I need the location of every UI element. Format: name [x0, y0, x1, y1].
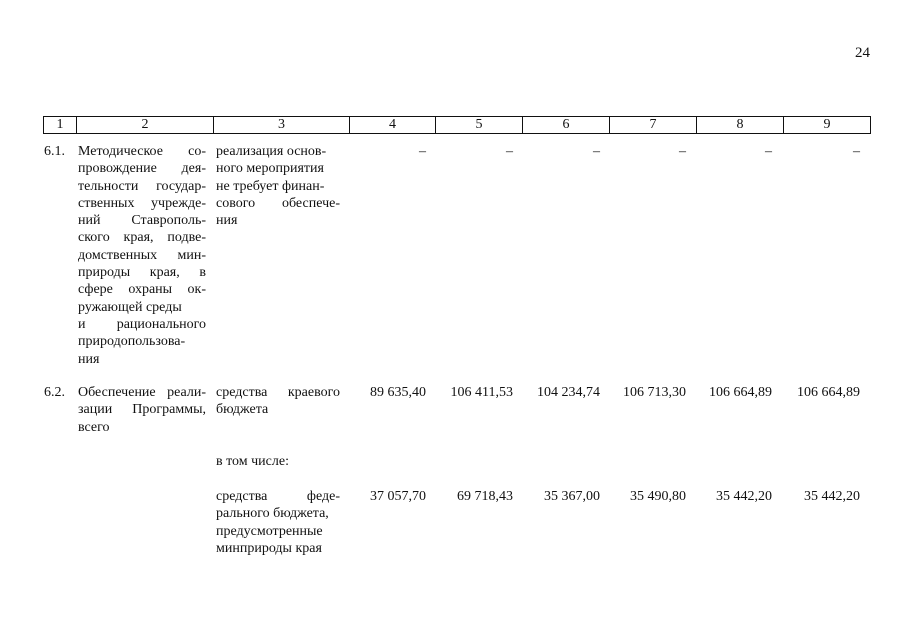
value-col-5: 106 411,53	[450, 385, 513, 400]
value-col-6: 35 367,00	[544, 489, 600, 504]
row-number: 6.2.	[44, 385, 65, 400]
header-col-4: 4	[350, 117, 436, 134]
value-col-7: 35 490,80	[630, 489, 686, 504]
header-col-2: 2	[77, 117, 214, 134]
funding-source-line: сового обеспече-	[216, 195, 340, 211]
activity-name-line: Обеспечение реали-	[78, 385, 206, 400]
value-col-5: 69 718,43	[457, 489, 513, 504]
funding-source-line: рального бюджета,	[216, 506, 329, 522]
funding-source	[216, 488, 340, 557]
header-col-1: 1	[44, 117, 77, 134]
row-number: 6.1.	[44, 144, 65, 159]
funding-source	[216, 143, 340, 229]
value-col-6: –	[593, 144, 600, 159]
activity-name	[78, 384, 206, 436]
activity-name-line: ния	[78, 351, 100, 367]
activity-name	[78, 143, 206, 368]
activity-name-line: природы края, в	[78, 265, 206, 281]
header-col-9: 9	[784, 117, 871, 134]
activity-name-line: провождение дея-	[78, 161, 206, 177]
value-col-9: 106 664,89	[797, 385, 860, 400]
activity-name-line: Методическое со-	[78, 144, 206, 159]
funding-source	[216, 453, 340, 470]
page-number: 24	[855, 45, 870, 61]
value-col-8: 106 664,89	[709, 385, 772, 400]
funding-source-line: средства краевого	[216, 385, 340, 400]
header-col-7: 7	[610, 117, 697, 134]
value-col-9: –	[853, 144, 860, 159]
funding-source-line: ния	[216, 213, 238, 229]
header-col-8: 8	[697, 117, 784, 134]
funding-source-line: в том числе:	[216, 454, 289, 469]
funding-source-line: не требует финан-	[216, 178, 325, 194]
column-number-header	[43, 116, 871, 134]
funding-source-line: бюджета	[216, 402, 269, 418]
value-col-6: 104 234,74	[537, 385, 600, 400]
value-col-8: 35 442,20	[716, 489, 772, 504]
value-col-4: –	[419, 144, 426, 159]
funding-source-line: предусмотренные	[216, 523, 323, 539]
activity-name-line: ружающей среды	[78, 299, 182, 315]
header-col-5: 5	[436, 117, 523, 134]
activity-name-line: домственных мин-	[78, 247, 206, 263]
activity-name-line: природопользова-	[78, 334, 186, 350]
funding-source-line: ного мероприятия	[216, 161, 324, 177]
header-col-3: 3	[214, 117, 350, 134]
activity-name-line: ского края, подве-	[78, 230, 206, 246]
funding-source-line: минприроды края	[216, 540, 322, 556]
value-col-7: 106 713,30	[623, 385, 686, 400]
activity-name-line: зации Программы,	[78, 402, 206, 418]
value-col-8: –	[765, 144, 772, 159]
value-col-4: 37 057,70	[370, 489, 426, 504]
funding-source	[216, 384, 340, 419]
activity-name-line: ний Ставрополь-	[78, 213, 206, 229]
activity-name-line: и рационального	[78, 316, 206, 332]
activity-name-line: тельности государ-	[78, 178, 206, 194]
value-col-9: 35 442,20	[804, 489, 860, 504]
funding-source-line: реализация основ-	[216, 144, 327, 159]
activity-name-line: сфере охраны ок-	[78, 282, 206, 298]
value-col-5: –	[506, 144, 513, 159]
header-col-6: 6	[523, 117, 610, 134]
activity-name-line: ственных учрежде-	[78, 195, 206, 211]
activity-name-line: всего	[78, 419, 110, 435]
funding-source-line: средства феде-	[216, 489, 340, 504]
value-col-4: 89 635,40	[370, 385, 426, 400]
value-col-7: –	[679, 144, 686, 159]
